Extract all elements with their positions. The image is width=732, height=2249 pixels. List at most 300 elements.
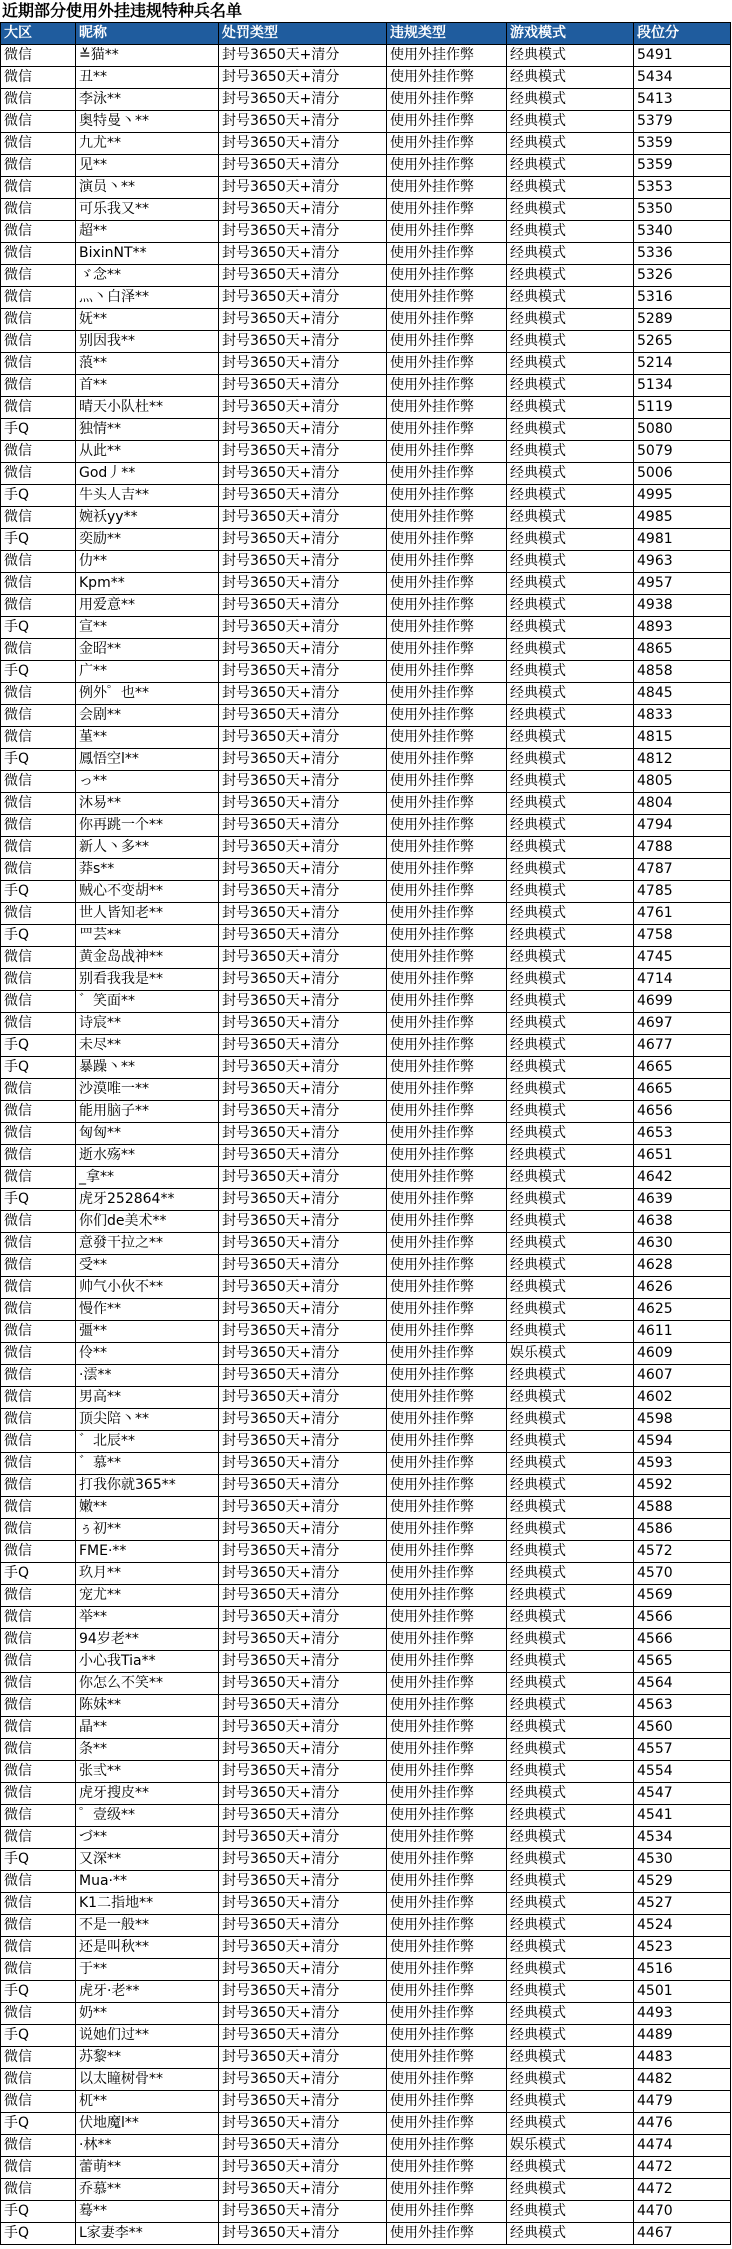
score-cell: 4598: [634, 1409, 731, 1431]
table-row: [1, 1651, 731, 1673]
nickname-cell: 嫩**: [76, 1497, 219, 1519]
penalty-cell: 封号3650天+清分: [219, 463, 387, 485]
nickname-cell: Kpm**: [76, 573, 219, 595]
table-row: [1, 67, 731, 89]
region-cell: 微信: [1, 2157, 76, 2179]
mode-cell: 经典模式: [507, 749, 634, 771]
penalty-cell: 封号3650天+清分: [219, 661, 387, 683]
nickname-cell: 还是叫秋**: [76, 1937, 219, 1959]
region-cell: 微信: [1, 1299, 76, 1321]
nickname-cell: ≚猫**: [76, 45, 219, 67]
penalty-cell: 封号3650天+清分: [219, 1013, 387, 1035]
violation-cell: 使用外挂作弊: [387, 947, 507, 969]
region-cell: 微信: [1, 1277, 76, 1299]
score-cell: 4493: [634, 2003, 731, 2025]
score-cell: 4656: [634, 1101, 731, 1123]
region-cell: 手Q: [1, 1981, 76, 2003]
mode-cell: 经典模式: [507, 661, 634, 683]
penalty-cell: 封号3650天+清分: [219, 89, 387, 111]
violation-cell: 使用外挂作弊: [387, 155, 507, 177]
region-cell: 手Q: [1, 1035, 76, 1057]
table-row: [1, 1211, 731, 1233]
mode-cell: 经典模式: [507, 2047, 634, 2069]
mode-cell: 经典模式: [507, 1629, 634, 1651]
penalty-cell: 封号3650天+清分: [219, 837, 387, 859]
table-row: [1, 2069, 731, 2091]
region-cell: 微信: [1, 2069, 76, 2091]
region-cell: 微信: [1, 1431, 76, 1453]
table-row: [1, 947, 731, 969]
region-cell: 微信: [1, 353, 76, 375]
penalty-cell: 封号3650天+清分: [219, 1717, 387, 1739]
region-cell: 微信: [1, 837, 76, 859]
table-row: [1, 1497, 731, 1519]
table-row: [1, 1541, 731, 1563]
region-cell: 微信: [1, 1321, 76, 1343]
score-cell: 4963: [634, 551, 731, 573]
table-row: [1, 485, 731, 507]
region-cell: 微信: [1, 243, 76, 265]
penalty-cell: 封号3650天+清分: [219, 2135, 387, 2157]
violation-cell: 使用外挂作弊: [387, 419, 507, 441]
score-cell: 4566: [634, 1629, 731, 1651]
mode-cell: 经典模式: [507, 705, 634, 727]
penalty-cell: 封号3650天+清分: [219, 1079, 387, 1101]
nickname-cell: 会剧**: [76, 705, 219, 727]
mode-cell: 经典模式: [507, 1101, 634, 1123]
penalty-cell: 封号3650天+清分: [219, 1893, 387, 1915]
score-cell: 4529: [634, 1871, 731, 1893]
table-row: [1, 111, 731, 133]
region-cell: 微信: [1, 771, 76, 793]
table-row: [1, 1167, 731, 1189]
score-cell: 4642: [634, 1167, 731, 1189]
penalty-cell: 封号3650天+清分: [219, 397, 387, 419]
nickname-cell: 牛头人吉**: [76, 485, 219, 507]
violation-cell: 使用外挂作弊: [387, 1475, 507, 1497]
mode-cell: 经典模式: [507, 243, 634, 265]
violation-cell: 使用外挂作弊: [387, 243, 507, 265]
region-cell: 微信: [1, 265, 76, 287]
table-row: [1, 2047, 731, 2069]
mode-cell: 经典模式: [507, 1871, 634, 1893]
nickname-cell: 蒗**: [76, 353, 219, 375]
table-row: [1, 1717, 731, 1739]
violation-cell: 使用外挂作弊: [387, 1695, 507, 1717]
mode-cell: 经典模式: [507, 793, 634, 815]
mode-cell: 经典模式: [507, 1695, 634, 1717]
violation-cell: 使用外挂作弊: [387, 1365, 507, 1387]
table-row: [1, 1915, 731, 1937]
region-cell: 微信: [1, 551, 76, 573]
mode-cell: 经典模式: [507, 1981, 634, 2003]
mode-cell: 经典模式: [507, 1849, 634, 1871]
table-row: [1, 2025, 731, 2047]
violation-cell: 使用外挂作弊: [387, 1167, 507, 1189]
nickname-cell: 妩**: [76, 309, 219, 331]
penalty-cell: 封号3650天+清分: [219, 639, 387, 661]
region-cell: 手Q: [1, 925, 76, 947]
table-row: [1, 419, 731, 441]
region-cell: 微信: [1, 969, 76, 991]
violation-cell: 使用外挂作弊: [387, 595, 507, 617]
penalty-cell: 封号3650天+清分: [219, 2091, 387, 2113]
table-row: [1, 1343, 731, 1365]
nickname-cell: 世人皆知老**: [76, 903, 219, 925]
mode-cell: 经典模式: [507, 463, 634, 485]
mode-cell: 经典模式: [507, 1541, 634, 1563]
mode-cell: 经典模式: [507, 1233, 634, 1255]
violation-cell: 使用外挂作弊: [387, 1585, 507, 1607]
violation-cell: 使用外挂作弊: [387, 287, 507, 309]
mode-cell: 经典模式: [507, 1739, 634, 1761]
penalty-cell: 封号3650天+清分: [219, 67, 387, 89]
score-cell: 5119: [634, 397, 731, 419]
violation-cell: 使用外挂作弊: [387, 507, 507, 529]
nickname-cell: 新人丶多**: [76, 837, 219, 859]
score-cell: 5350: [634, 199, 731, 221]
mode-cell: 经典模式: [507, 353, 634, 375]
table-row: [1, 1695, 731, 1717]
penalty-cell: 封号3650天+清分: [219, 1871, 387, 1893]
score-cell: 4812: [634, 749, 731, 771]
penalty-cell: 封号3650天+清分: [219, 551, 387, 573]
table-row: [1, 397, 731, 419]
table-row: [1, 45, 731, 67]
violation-cell: 使用外挂作弊: [387, 45, 507, 67]
penalty-cell: 封号3650天+清分: [219, 1585, 387, 1607]
penalty-cell: 封号3650天+清分: [219, 1761, 387, 1783]
penalty-cell: 封号3650天+清分: [219, 683, 387, 705]
mode-cell: 经典模式: [507, 969, 634, 991]
nickname-cell: 贼心不变胡**: [76, 881, 219, 903]
nickname-cell: 黄金岛战神**: [76, 947, 219, 969]
mode-cell: 经典模式: [507, 1453, 634, 1475]
mode-cell: 经典模式: [507, 1299, 634, 1321]
mode-cell: 经典模式: [507, 727, 634, 749]
nickname-cell: 婉袄yy**: [76, 507, 219, 529]
nickname-cell: 能用脑子**: [76, 1101, 219, 1123]
table-row: [1, 727, 731, 749]
mode-cell: 经典模式: [507, 2091, 634, 2113]
region-cell: 手Q: [1, 749, 76, 771]
region-cell: 手Q: [1, 529, 76, 551]
table-row: [1, 441, 731, 463]
nickname-cell: 晴天小队杜**: [76, 397, 219, 419]
score-cell: 4472: [634, 2179, 731, 2201]
score-cell: 4570: [634, 1563, 731, 1585]
violation-cell: 使用外挂作弊: [387, 1915, 507, 1937]
table-row: [1, 155, 731, 177]
nickname-cell: 沙漠唯一**: [76, 1079, 219, 1101]
region-cell: 微信: [1, 573, 76, 595]
score-cell: 4981: [634, 529, 731, 551]
region-cell: 微信: [1, 199, 76, 221]
score-cell: 5326: [634, 265, 731, 287]
violation-cell: 使用外挂作弊: [387, 1827, 507, 1849]
mode-cell: 经典模式: [507, 529, 634, 551]
nickname-cell: 虎牙·老**: [76, 1981, 219, 2003]
mode-cell: 经典模式: [507, 1673, 634, 1695]
nickname-cell: 你再跳一个**: [76, 815, 219, 837]
mode-cell: 娱乐模式: [507, 1343, 634, 1365]
violation-cell: 使用外挂作弊: [387, 1871, 507, 1893]
score-cell: 4557: [634, 1739, 731, 1761]
table-row: [1, 2223, 731, 2245]
mode-cell: 经典模式: [507, 1277, 634, 1299]
score-cell: 4858: [634, 661, 731, 683]
mode-cell: 经典模式: [507, 1607, 634, 1629]
region-cell: 微信: [1, 1211, 76, 1233]
nickname-cell: 逝水殇**: [76, 1145, 219, 1167]
score-cell: 4699: [634, 991, 731, 1013]
nickname-cell: 条**: [76, 1739, 219, 1761]
nickname-cell: 沐易**: [76, 793, 219, 815]
penalty-cell: 封号3650天+清分: [219, 1123, 387, 1145]
violation-cell: 使用外挂作弊: [387, 2223, 507, 2245]
nickname-cell: 堇**: [76, 727, 219, 749]
nickname-cell: 别因我**: [76, 331, 219, 353]
mode-cell: 经典模式: [507, 45, 634, 67]
violation-cell: 使用外挂作弊: [387, 2201, 507, 2223]
table-row: [1, 1365, 731, 1387]
violation-cell: 使用外挂作弊: [387, 309, 507, 331]
region-cell: 微信: [1, 2179, 76, 2201]
score-cell: 5265: [634, 331, 731, 353]
nickname-cell: 虎牙252864**: [76, 1189, 219, 1211]
score-cell: 4483: [634, 2047, 731, 2069]
region-cell: 微信: [1, 1761, 76, 1783]
table-row: [1, 287, 731, 309]
mode-cell: 经典模式: [507, 1805, 634, 1827]
penalty-cell: 封号3650天+清分: [219, 1189, 387, 1211]
violation-cell: 使用外挂作弊: [387, 1057, 507, 1079]
mode-cell: 经典模式: [507, 2113, 634, 2135]
violation-cell: 使用外挂作弊: [387, 925, 507, 947]
mode-cell: 经典模式: [507, 881, 634, 903]
nickname-cell: 从此**: [76, 441, 219, 463]
table-row: [1, 2135, 731, 2157]
score-cell: 4554: [634, 1761, 731, 1783]
score-cell: 4474: [634, 2135, 731, 2157]
region-cell: 微信: [1, 947, 76, 969]
penalty-cell: 封号3650天+清分: [219, 1607, 387, 1629]
violation-cell: 使用外挂作弊: [387, 1431, 507, 1453]
score-cell: 4534: [634, 1827, 731, 1849]
penalty-cell: 封号3650天+清分: [219, 155, 387, 177]
nickname-cell: 以太瞳树骨**: [76, 2069, 219, 2091]
penalty-cell: 封号3650天+清分: [219, 903, 387, 925]
violation-cell: 使用外挂作弊: [387, 2179, 507, 2201]
mode-cell: 经典模式: [507, 771, 634, 793]
nickname-cell: 九尤**: [76, 133, 219, 155]
violation-cell: 使用外挂作弊: [387, 1299, 507, 1321]
nickname-cell: 张弎**: [76, 1761, 219, 1783]
violation-cell: 使用外挂作弊: [387, 1893, 507, 1915]
region-cell: 微信: [1, 991, 76, 1013]
violation-cell: 使用外挂作弊: [387, 89, 507, 111]
violation-cell: 使用外挂作弊: [387, 1145, 507, 1167]
table-row: [1, 1255, 731, 1277]
nickname-cell: 伏地魔l**: [76, 2113, 219, 2135]
mode-cell: 经典模式: [507, 1431, 634, 1453]
penalty-cell: 封号3650天+清分: [219, 2025, 387, 2047]
score-cell: 4588: [634, 1497, 731, 1519]
nickname-cell: 于**: [76, 1959, 219, 1981]
mode-cell: 经典模式: [507, 1189, 634, 1211]
mode-cell: 娱乐模式: [507, 2135, 634, 2157]
score-cell: 4815: [634, 727, 731, 749]
region-cell: 微信: [1, 1783, 76, 1805]
table-row: [1, 1673, 731, 1695]
penalty-cell: 封号3650天+清分: [219, 1321, 387, 1343]
col-header-score: 段位分: [634, 23, 731, 45]
table-row: [1, 837, 731, 859]
violation-cell: 使用外挂作弊: [387, 1717, 507, 1739]
region-cell: 微信: [1, 1453, 76, 1475]
region-cell: 微信: [1, 463, 76, 485]
region-cell: 微信: [1, 1167, 76, 1189]
mode-cell: 经典模式: [507, 1211, 634, 1233]
penalty-cell: 封号3650天+清分: [219, 111, 387, 133]
violation-cell: 使用外挂作弊: [387, 1035, 507, 1057]
region-cell: 微信: [1, 1013, 76, 1035]
table-row: [1, 1299, 731, 1321]
region-cell: 微信: [1, 705, 76, 727]
table-row: [1, 1959, 731, 1981]
violation-cell: 使用外挂作弊: [387, 199, 507, 221]
table-row: [1, 1805, 731, 1827]
nickname-cell: 不是一般**: [76, 1915, 219, 1937]
mode-cell: 经典模式: [507, 1563, 634, 1585]
penalty-cell: 封号3650天+清分: [219, 1431, 387, 1453]
region-cell: 微信: [1, 1607, 76, 1629]
penalty-cell: 封号3650天+清分: [219, 1497, 387, 1519]
region-cell: 微信: [1, 2003, 76, 2025]
violation-cell: 使用外挂作弊: [387, 1519, 507, 1541]
region-cell: 微信: [1, 815, 76, 837]
penalty-cell: 封号3650天+清分: [219, 177, 387, 199]
region-cell: 微信: [1, 1519, 76, 1541]
region-cell: 微信: [1, 1893, 76, 1915]
violation-cell: 使用外挂作弊: [387, 485, 507, 507]
region-cell: 微信: [1, 309, 76, 331]
violation-cell: 使用外挂作弊: [387, 1321, 507, 1343]
table-row: [1, 617, 731, 639]
violation-cell: 使用外挂作弊: [387, 727, 507, 749]
violation-cell: 使用外挂作弊: [387, 1013, 507, 1035]
region-cell: 手Q: [1, 661, 76, 683]
table-row: [1, 1189, 731, 1211]
region-cell: 微信: [1, 1497, 76, 1519]
violation-cell: 使用外挂作弊: [387, 177, 507, 199]
score-cell: 4489: [634, 2025, 731, 2047]
score-cell: 4957: [634, 573, 731, 595]
score-cell: 4593: [634, 1453, 731, 1475]
penalty-cell: 封号3650天+清分: [219, 2047, 387, 2069]
mode-cell: 经典模式: [507, 1057, 634, 1079]
region-cell: 手Q: [1, 2025, 76, 2047]
nickname-cell: ゛慕**: [76, 1453, 219, 1475]
penalty-cell: 封号3650天+清分: [219, 1651, 387, 1673]
score-cell: 4602: [634, 1387, 731, 1409]
table-row: [1, 903, 731, 925]
violation-cell: 使用外挂作弊: [387, 705, 507, 727]
mode-cell: 经典模式: [507, 1959, 634, 1981]
score-cell: 5006: [634, 463, 731, 485]
mode-cell: 经典模式: [507, 2179, 634, 2201]
nickname-cell: 杌**: [76, 2091, 219, 2113]
nickname-cell: 可乐我又**: [76, 199, 219, 221]
table-row: [1, 1387, 731, 1409]
nickname-cell: 奕励**: [76, 529, 219, 551]
nickname-cell: ·林**: [76, 2135, 219, 2157]
penalty-cell: 封号3650天+清分: [219, 705, 387, 727]
table-row: [1, 1101, 731, 1123]
penalty-cell: 封号3650天+清分: [219, 1387, 387, 1409]
score-cell: 5080: [634, 419, 731, 441]
score-cell: 4523: [634, 1937, 731, 1959]
score-cell: 4527: [634, 1893, 731, 1915]
mode-cell: 经典模式: [507, 1915, 634, 1937]
region-cell: 手Q: [1, 2113, 76, 2135]
score-cell: 5289: [634, 309, 731, 331]
violation-cell: 使用外挂作弊: [387, 2069, 507, 2091]
table-row: [1, 1519, 731, 1541]
table-row: [1, 639, 731, 661]
mode-cell: 经典模式: [507, 1167, 634, 1189]
score-cell: 4541: [634, 1805, 731, 1827]
score-cell: 5379: [634, 111, 731, 133]
table-row: [1, 507, 731, 529]
nickname-cell: 鳳悟空l**: [76, 749, 219, 771]
score-cell: 4472: [634, 2157, 731, 2179]
score-cell: 4761: [634, 903, 731, 925]
nickname-cell: 说她们过**: [76, 2025, 219, 2047]
region-cell: 微信: [1, 1959, 76, 1981]
score-cell: 5359: [634, 155, 731, 177]
score-cell: 4665: [634, 1057, 731, 1079]
penalty-cell: 封号3650天+清分: [219, 1673, 387, 1695]
mode-cell: 经典模式: [507, 1321, 634, 1343]
nickname-cell: 丑**: [76, 67, 219, 89]
table-row: [1, 89, 731, 111]
mode-cell: 经典模式: [507, 837, 634, 859]
mode-cell: 经典模式: [507, 1827, 634, 1849]
violation-cell: 使用外挂作弊: [387, 639, 507, 661]
nickname-cell: FME·**: [76, 1541, 219, 1563]
violation-cell: 使用外挂作弊: [387, 2025, 507, 2047]
penalty-cell: 封号3650天+清分: [219, 1783, 387, 1805]
penalty-cell: 封号3650天+清分: [219, 243, 387, 265]
penalty-cell: 封号3650天+清分: [219, 2113, 387, 2135]
mode-cell: 经典模式: [507, 199, 634, 221]
table-row: [1, 309, 731, 331]
region-cell: 微信: [1, 639, 76, 661]
region-cell: 微信: [1, 111, 76, 133]
violation-cell: 使用外挂作弊: [387, 1123, 507, 1145]
nickname-cell: 虎牙搜皮**: [76, 1783, 219, 1805]
region-cell: 微信: [1, 903, 76, 925]
mode-cell: 经典模式: [507, 1761, 634, 1783]
mode-cell: 经典模式: [507, 2223, 634, 2245]
table-row: [1, 133, 731, 155]
nickname-cell: K1二指地**: [76, 1893, 219, 1915]
penalty-cell: 封号3650天+清分: [219, 617, 387, 639]
score-cell: 4607: [634, 1365, 731, 1387]
table-row: [1, 551, 731, 573]
violation-cell: 使用外挂作弊: [387, 375, 507, 397]
